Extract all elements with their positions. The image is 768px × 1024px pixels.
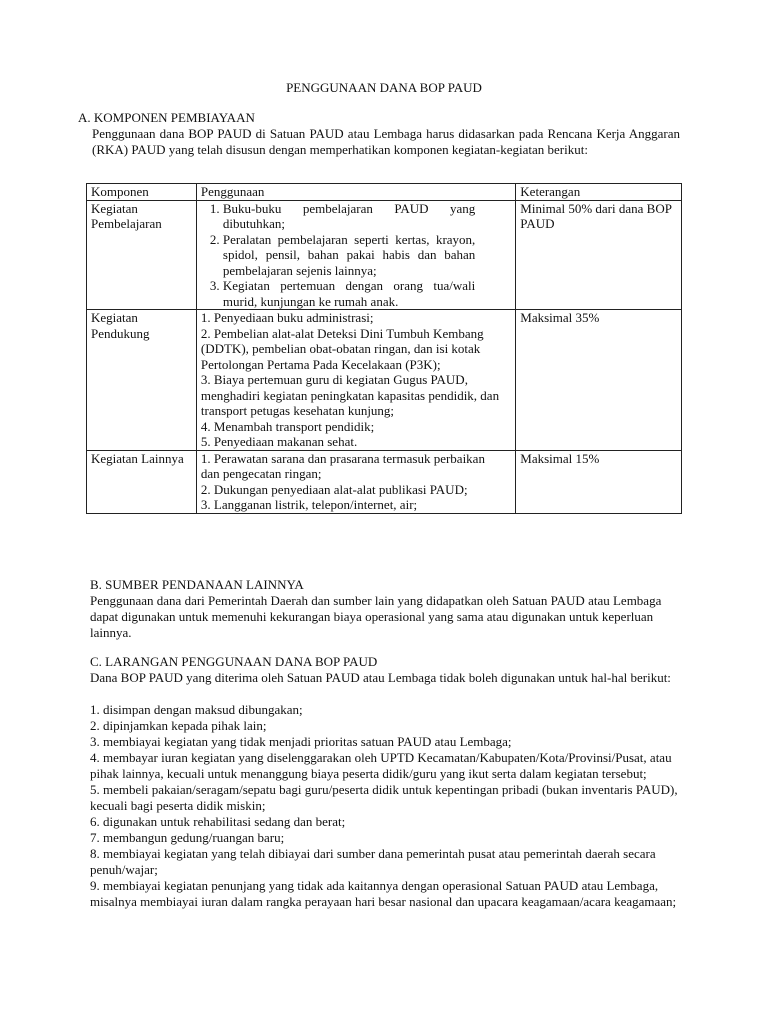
page-title: PENGGUNAAN DANA BOP PAUD [286, 80, 482, 95]
list-item: 5. Penyediaan makanan sehat. [200, 434, 358, 449]
list-item: 3. Biaya pertemuan guru di kegiatan Gugus PAUD, menghadiri kegiatan peningkatan kapasitas pendidik, dan transport petugas kesehatan kunjung; [200, 372, 500, 418]
table-header-cell: Keterangan [516, 184, 682, 201]
larangan-list [90, 702, 686, 910]
penggunaan-list [201, 201, 511, 310]
list-item: 1. disimpan dengan maksud dibungakan; [90, 702, 303, 717]
list-item: 2. Peralatan pembelajaran seperti kertas, krayon, spidol, pensil, bahan pakai habis dan bahan pembelajaran sejenis lainnya; [223, 232, 511, 279]
list-item: 5. membeli pakaian/seragam/sepatu bagi guru/peserta didik untuk kepentingan pribadi (bukan inventaris PAUD), kecuali bagi peserta didik miskin; [90, 782, 678, 813]
section-a-intro: Penggunaan dana BOP PAUD di Satuan PAUD atau Lembaga harus didasarkan pada Rencana Kerja Anggaran (RKA) PAUD yang telah disusun dengan memperhatikan komponen kegiatan-kegiatan berikut: [92, 126, 680, 157]
komponen-table [86, 183, 682, 514]
list-item: 6. digunakan untuk rehabilitasi sedang dan berat; [90, 814, 346, 829]
list-item: 7. membangun gedung/ruangan baru; [90, 830, 285, 845]
section-a-heading: A. KOMPONEN PEMBIAYAAN [78, 110, 255, 125]
table-header-cell: Komponen [87, 184, 197, 201]
section-b-heading: B. SUMBER PENDANAAN LAINNYA [90, 577, 304, 592]
list-item: 1. Penyediaan buku administrasi; [200, 310, 374, 325]
list-item: 9. membiayai kegiatan penunjang yang tidak ada kaitannya dengan operasional Satuan PAUD atau Lembaga, misalnya membiayai iuran dalam rangka perayaan hari besar nasional dan upacara keagamaan/acara keagamaan; [90, 878, 677, 909]
komponen-cell: Kegiatan Pembelajaran [87, 200, 197, 310]
list-item: 3. Langganan listrik, telepon/internet, air; [200, 497, 418, 512]
list-item: 3. membiayai kegiatan yang tidak menjadi prioritas satuan PAUD atau Lembaga; [90, 734, 512, 749]
list-item: 1. Perawatan sarana dan prasarana termasuk perbaikan dan pengecatan ringan; [200, 450, 485, 481]
keterangan-cell: Minimal 50% dari dana BOP PAUD [516, 200, 682, 310]
section-c-intro: Dana BOP PAUD yang diterima oleh Satuan PAUD atau Lembaga tidak boleh digunakan untuk hal-hal berikut: [90, 670, 671, 685]
section-c-heading: C. LARANGAN PENGGUNAAN DANA BOP PAUD [90, 654, 378, 669]
penggunaan-cell [196, 310, 515, 451]
table-header-row [87, 184, 682, 201]
table-header-cell: Penggunaan [196, 184, 515, 201]
list-item: 1. Buku-buku pembelajaran PAUD yang dibutuhkan; [223, 201, 511, 232]
list-item: 3. Kegiatan pertemuan dengan orang tua/wali murid, kunjungan ke rumah anak. [223, 278, 511, 309]
komponen-cell: Kegiatan Pendukung [87, 310, 197, 451]
list-item: 2. dipinjamkan kepada pihak lain; [90, 718, 267, 733]
table-row [87, 200, 682, 310]
keterangan-cell: Maksimal 35% [516, 310, 682, 451]
list-item: 4. membayar iuran kegiatan yang diselenggarakan oleh UPTD Kecamatan/Kabupaten/Kota/Provinsi/Pusat, atau pihak lainnya, kecuali untuk menanggung biaya peserta didik/guru yang ikut serta dalam kegiatan tersebut; [90, 750, 672, 781]
penggunaan-cell [196, 200, 515, 310]
table-row [87, 450, 682, 513]
list-item: 2. Dukungan penyediaan alat-alat publikasi PAUD; [200, 481, 468, 497]
komponen-cell: Kegiatan Lainnya [87, 450, 197, 513]
penggunaan-cell [196, 450, 515, 513]
list-item: 8. membiayai kegiatan yang telah dibiayai dari sumber dana pemerintah pusat atau pemerintah daerah secara penuh/wajar; [90, 846, 656, 877]
keterangan-cell: Maksimal 15% [516, 450, 682, 513]
section-b-body: Penggunaan dana dari Pemerintah Daerah dan sumber lain yang didapatkan oleh Satuan PAUD atau Lembaga dapat digunakan untuk memenuhi kekurangan biaya operasional yang sama atau digunakan untuk keperluan lainnya. [90, 593, 662, 640]
list-item: 2. Pembelian alat-alat Deteksi Dini Tumbuh Kembang (DDTK), pembelian obat-obatan ringan, dan isi kotak Pertolongan Pertama Pada Kecelakaan (P3K); [200, 325, 484, 372]
table-row [87, 310, 682, 451]
list-item: 4. Menambah transport pendidik; [200, 418, 375, 434]
